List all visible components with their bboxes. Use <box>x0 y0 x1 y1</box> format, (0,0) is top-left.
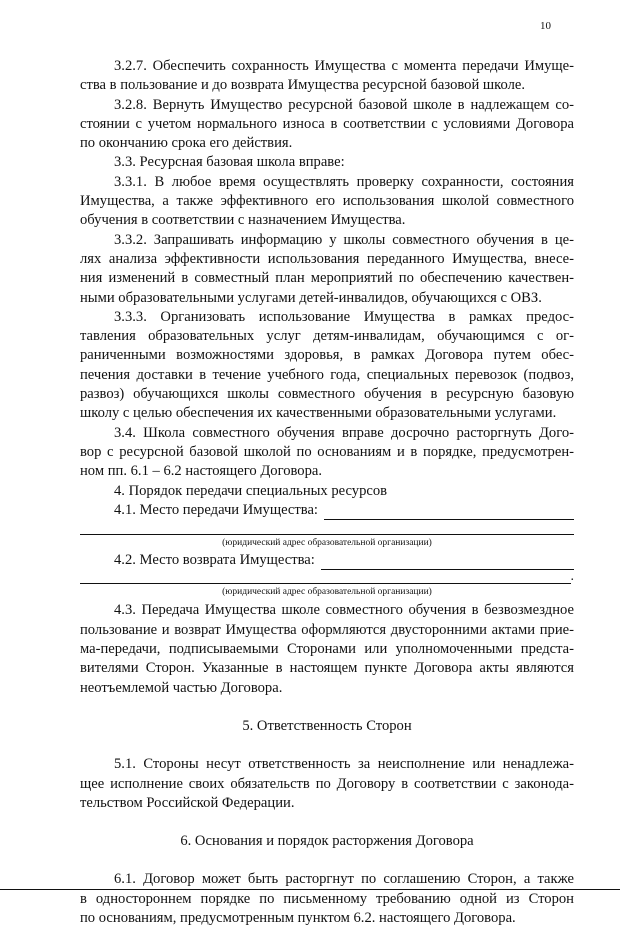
text-line: школу с целью обеспечения их качественными образовательными услугами. <box>80 405 557 422</box>
section-4-title: 4. Порядок передачи специальных ресурсов <box>114 482 388 499</box>
clause-4-1 <box>80 501 574 549</box>
text-line: в одностороннем порядке по письменному требованию одной из Сторон <box>80 890 574 907</box>
return-place-caption: (юридический адрес образовательной организации) <box>222 587 432 598</box>
transfer-place-caption: (юридический адрес образовательной организации) <box>222 538 432 549</box>
section-5-title: 5. Ответственность Сторон <box>242 717 412 734</box>
text-line: вор с ресурсной базовой школой по основаниям и в порядке, предусмотрен- <box>80 443 574 460</box>
text-line: печения доставки в течение учебного года, специальных перевозок (подвоз, <box>80 366 574 383</box>
return-place-line <box>80 573 571 584</box>
clause-3-2-7 <box>80 57 574 96</box>
document-body <box>80 57 574 928</box>
text-line: ма-передачи, подписываемыми Сторонами или уполномоченными предста- <box>80 641 574 658</box>
text-line: 4.3. Передача Имущества школе совместного обучения в безвозмездное <box>114 602 574 619</box>
text-line: тельством Российской Федерации. <box>80 794 295 811</box>
text-line: тавления образовательных услуг детям-инвалидам, обучающимся с ог- <box>80 328 574 345</box>
text-line: неотъемлемой частью Договора. <box>80 679 283 696</box>
return-place-label: 4.2. Место возврата Имущества: <box>114 552 315 569</box>
text-line: 3.2.8. Вернуть Имущество ресурсной базовой школе в надлежащем со- <box>114 96 574 113</box>
text-line: лях анализа эффективности использования переданного Имущества, внесе- <box>80 250 574 267</box>
clause-3-3-2 <box>80 231 574 308</box>
page-number: 10 <box>540 20 551 32</box>
text-line: ными образовательными услугами детей-инвалидов, обучающихся с ОВЗ. <box>80 289 542 306</box>
text-line: ном пп. 6.1 – 6.2 настоящего Договора. <box>80 463 323 480</box>
clause-3-3-1 <box>80 173 574 231</box>
transfer-place-label: 4.1. Место передачи Имущества: <box>114 501 318 518</box>
clause-3-3: 3.3. Ресурсная базовая школа вправе: <box>114 154 345 171</box>
text-line: раниченными возможностями здоровья, в рамках Договора путем обес- <box>80 347 574 364</box>
text-line: по основаниям, предусмотренным пунктом 6.2. настоящего Договора. <box>80 909 516 926</box>
clause-4-2 <box>80 551 574 598</box>
text-line: 5.1. Стороны несут ответственность за неисполнение или ненадлежа- <box>114 756 574 773</box>
text-line: стоянии с учетом нормального износа в соответствии с условиями Договора <box>80 115 574 132</box>
clause-3-4 <box>80 424 574 482</box>
text-line: вителями Сторон. Указанные в настоящем пункте Договора акты являются <box>80 660 574 677</box>
transfer-place-line <box>80 528 574 535</box>
text-line: обучения в соответствии с назначением Имущества. <box>80 212 406 229</box>
text-line: ния изменений в совместный план мероприятий по обеспечению качествен- <box>80 270 574 287</box>
clause-3-2-8 <box>80 96 574 154</box>
text-line: 3.3.3. Организовать использование Имущества в рамках предос- <box>114 308 574 325</box>
text-line: 3.4. Школа совместного обучения вправе досрочно расторгнуть Дого- <box>114 424 574 441</box>
clause-4-3 <box>80 601 574 697</box>
text-line: Имущества, а также эффективного его использования школой совместного <box>80 193 574 210</box>
text-line: 3.3.1. В любое время осуществлять проверку сохранности, состояния <box>114 173 574 190</box>
clause-6-1 <box>80 870 574 928</box>
text-line: пользование и возврат Имущества оформляются двусторонними актами прие- <box>80 621 574 638</box>
return-place-period: . <box>570 569 574 585</box>
clause-5-1 <box>80 755 574 813</box>
transfer-place-blank <box>324 505 574 520</box>
text-line: 3.2.7. Обеспечить сохранность Имущества с момента передачи Имуще- <box>114 58 574 74</box>
text-line: 6.1. Договор может быть расторгнут по соглашению Сторон, а также <box>114 871 574 888</box>
section-6-title: 6. Основания и порядок расторжения Договора <box>180 833 474 850</box>
text-line: 3.3.2. Запрашивать информацию у школы совместного обучения в це- <box>114 231 574 248</box>
text-line: ства в пользование и до возврата Имущества ресурсной базовой школе. <box>80 77 526 94</box>
text-line: щее исполнение своих обязательств по Договору в соответствии с законода- <box>80 775 574 792</box>
text-line: по окончанию срока его действия. <box>80 135 293 152</box>
clause-3-3-3 <box>80 308 574 424</box>
text-line: развоз) обучающихся школы совместного обучения в ресурсную базовую <box>80 386 574 403</box>
return-place-blank <box>321 555 574 570</box>
page-bottom-edge <box>0 889 620 890</box>
